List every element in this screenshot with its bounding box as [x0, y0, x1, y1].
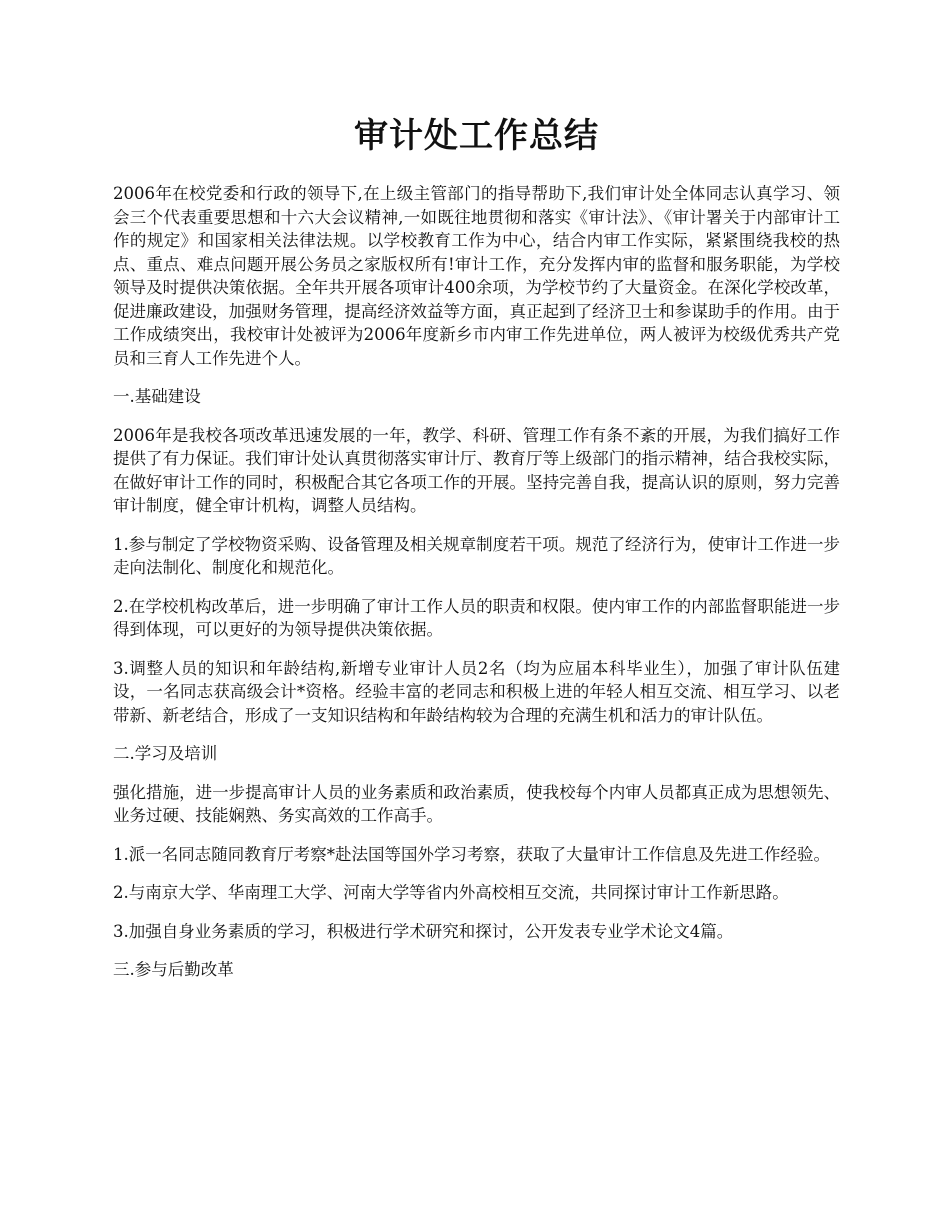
section-heading-logistics-reform: 三.参与后勤改革	[113, 960, 234, 979]
intro-paragraph: 2006年在校党委和行政的领导下,在上级主管部门的指导帮助下,我们审计处全体同志认真学习、领会三个代表重要思想和十六大会议精神,一如既往地贯彻和落实《审计法》、《审计署关于内部审计工作的规定》和国家相关法律法规。以学校教育工作为中心，结合内审工作实际，紧紧围绕我校的热点、重点、难点问题开展公务员之家版权所有!审计工作，充分发挥内审的监督和服务职能，为学校领导及时提供决策依据。全年共开展各项审计400余项，为学校节约了大量资金。在深化学校改革，促进廉政建设，加强财务管理，提高经济效益等方面，真正起到了经济卫士和参谋助手的作用。由于工作成绩突出，我校审计处被评为2006年度新乡市内审工作先进单位，两人被评为校级优秀共产党员和三育人工作先进个人。	[113, 184, 840, 368]
list-item: 2.与南京大学、华南理工大学、河南大学等省内外高校相互交流，共同探讨审计工作新思路。	[113, 883, 789, 902]
list-item: 2.在学校机构改革后，进一步明确了审计工作人员的职责和权限。使内审工作的内部监督职能进一步得到体现，可以更好的为领导提供决策依据。	[113, 596, 840, 639]
list-item: 1.派一名同志随同教育厅考察*赴法国等国外学习考察，获取了大量审计工作信息及先进工作经验。	[113, 844, 830, 864]
paragraph: 2006年是我校各项改革迅速发展的一年，教学、科研、管理工作有条不紊的开展，为我们搞好工作提供了有力保证。我们审计处认真贯彻落实审计厅、教育厅等上级部门的指示精神，结合我校实际，在做好审计工作的同时，积极配合其它各项工作的开展。坚持完善自我，提高认识的原则，努力完善审计制度，健全审计机构，调整人员结构。	[113, 425, 840, 515]
section-heading-basic-construction: 一.基础建设	[113, 387, 201, 406]
list-item: 3.调整人员的知识和年龄结构,新增专业审计人员2名（均为应届本科毕业生），加强了审计队伍建设，一名同志获高级会计*资格。经验丰富的老同志和积极上进的年轻人相互交流、相互学习、以老带新、新老结合，形成了一支知识结构和年龄结构较为合理的充满生机和活力的审计队伍。	[113, 658, 840, 725]
section-heading-study-training: 二.学习及培训	[113, 744, 218, 763]
list-item: 1.参与制定了学校物资采购、设备管理及相关规章制度若干项。规范了经济行为，使审计工作进一步走向法制化、制度化和规范化。	[113, 534, 840, 577]
document-page	[113, 110, 840, 997]
paragraph: 强化措施，进一步提高审计人员的业务素质和政治素质，使我校每个内审人员都真正成为思想领先、业务过硬、技能娴熟、务实高效的工作高手。	[113, 782, 840, 825]
list-item: 3.加强自身业务素质的学习，积极进行学术研究和探讨，公开发表专业学术论文4篇。	[113, 921, 734, 941]
document-title: 审计处工作总结	[354, 116, 599, 156]
